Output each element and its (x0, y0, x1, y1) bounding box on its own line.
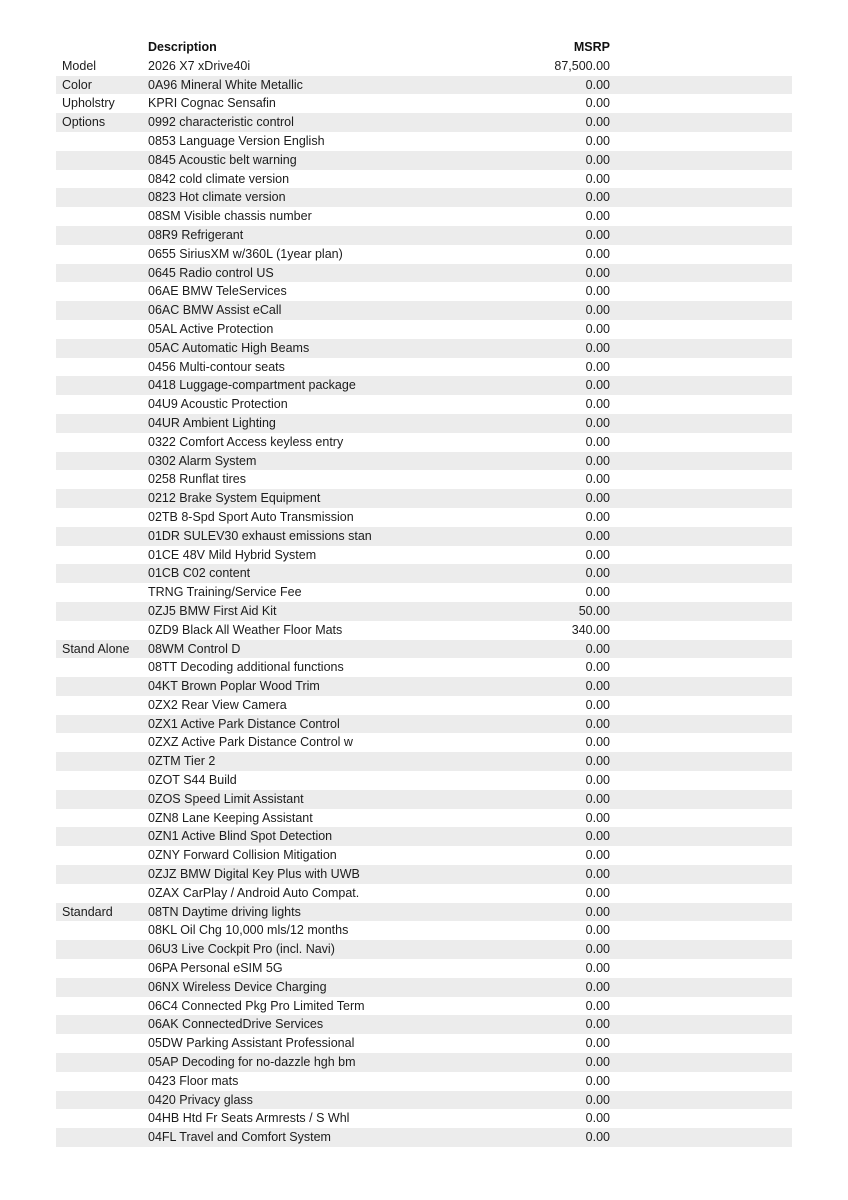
row-spacer (610, 452, 792, 471)
table-row (56, 57, 792, 76)
row-spacer (610, 113, 792, 132)
msrp-cell: 0.00 (585, 171, 610, 186)
msrp-cell: 0.00 (585, 509, 610, 524)
category-cell (56, 846, 148, 865)
category-cell (56, 226, 148, 245)
description-cell: 0ZJ5 BMW First Aid Kit (148, 603, 277, 618)
category-cell (56, 884, 148, 903)
description-cell: 01CE 48V Mild Hybrid System (148, 547, 317, 562)
row-spacer (610, 489, 792, 508)
table-row (56, 1128, 792, 1147)
msrp-cell: 0.00 (585, 152, 610, 167)
table-row (56, 621, 792, 640)
table-row (56, 113, 792, 132)
table-row (56, 677, 792, 696)
msrp-cell: 0.00 (585, 735, 610, 750)
table-row (56, 301, 792, 320)
table-row (56, 452, 792, 471)
category-cell (56, 376, 148, 395)
msrp-cell: 0.00 (585, 697, 610, 712)
category-cell (56, 809, 148, 828)
row-spacer (610, 1034, 792, 1053)
msrp-cell: 50.00 (578, 603, 610, 618)
category-cell (56, 301, 148, 320)
msrp-cell: 0.00 (585, 923, 610, 938)
row-spacer (610, 264, 792, 283)
table-row (56, 245, 792, 264)
description-cell: 0418 Luggage-compartment package (148, 378, 356, 393)
category-cell: Options (62, 115, 106, 130)
table-row (56, 395, 792, 414)
table-row (56, 602, 792, 621)
msrp-cell: 0.00 (585, 1017, 610, 1032)
description-cell: 0ZOT S44 Build (148, 773, 237, 788)
msrp-cell: 0.00 (585, 190, 610, 205)
msrp-cell: 0.00 (585, 885, 610, 900)
category-cell (56, 207, 148, 226)
description-cell: 0420 Privacy glass (148, 1092, 253, 1107)
category-cell (56, 677, 148, 696)
category-cell (56, 339, 148, 358)
description-cell: 04KT Brown Poplar Wood Trim (148, 679, 320, 694)
table-row (56, 564, 792, 583)
description-cell: 0423 Floor mats (148, 1073, 239, 1088)
category-cell (56, 1053, 148, 1072)
category-cell (56, 978, 148, 997)
table-body (56, 57, 792, 1147)
table-row (56, 583, 792, 602)
row-spacer (610, 865, 792, 884)
msrp-cell: 0.00 (585, 321, 610, 336)
row-spacer (610, 978, 792, 997)
row-spacer (610, 771, 792, 790)
description-cell: 01CB C02 content (148, 566, 251, 581)
description-cell: 0853 Language Version English (148, 133, 325, 148)
table-row (56, 358, 792, 377)
description-cell: 0ZAX CarPlay / Android Auto Compat. (148, 885, 360, 900)
description-cell: KPRI Cognac Sensafin (148, 96, 276, 111)
msrp-cell: 0.00 (585, 472, 610, 487)
msrp-cell: 0.00 (585, 848, 610, 863)
msrp-cell: 0.00 (585, 1092, 610, 1107)
table-row (56, 527, 792, 546)
row-spacer (610, 170, 792, 189)
msrp-cell: 0.00 (585, 829, 610, 844)
description-cell: 0456 Multi-contour seats (148, 359, 285, 374)
table-row (56, 827, 792, 846)
category-cell (56, 508, 148, 527)
row-spacer (610, 696, 792, 715)
msrp-cell: 0.00 (585, 961, 610, 976)
category-cell (56, 771, 148, 790)
description-cell: 0ZOS Speed Limit Assistant (148, 791, 304, 806)
row-spacer (610, 846, 792, 865)
table-row (56, 170, 792, 189)
category-cell (56, 564, 148, 583)
row-spacer (610, 376, 792, 395)
msrp-cell: 0.00 (585, 979, 610, 994)
row-spacer (610, 658, 792, 677)
row-spacer (610, 76, 792, 95)
msrp-cell: 340.00 (571, 622, 610, 637)
row-spacer (610, 433, 792, 452)
msrp-cell: 0.00 (585, 791, 610, 806)
description-cell: 06NX Wireless Device Charging (148, 979, 327, 994)
category-cell (56, 1091, 148, 1110)
row-spacer (610, 414, 792, 433)
category-cell (56, 865, 148, 884)
msrp-cell: 0.00 (585, 227, 610, 242)
category-cell (56, 188, 148, 207)
msrp-cell: 0.00 (585, 303, 610, 318)
description-cell: 08TN Daytime driving lights (148, 904, 301, 919)
table-row (56, 790, 792, 809)
category-cell (56, 997, 148, 1016)
msrp-cell: 0.00 (585, 1055, 610, 1070)
description-cell: 04UR Ambient Lighting (148, 415, 276, 430)
category-cell (56, 151, 148, 170)
msrp-cell: 0.00 (585, 904, 610, 919)
category-cell (56, 602, 148, 621)
description-cell: 06AE BMW TeleServices (148, 284, 287, 299)
category-cell (56, 452, 148, 471)
description-cell: 06AC BMW Assist eCall (148, 303, 282, 318)
msrp-cell: 0.00 (585, 359, 610, 374)
description-cell: 01DR SULEV30 exhaust emissions stan (148, 528, 372, 543)
description-cell: 0845 Acoustic belt warning (148, 152, 297, 167)
table-row (56, 226, 792, 245)
description-cell: 05AL Active Protection (148, 321, 274, 336)
category-cell (56, 264, 148, 283)
category-cell (56, 358, 148, 377)
description-cell: 0A96 Mineral White Metallic (148, 77, 303, 92)
msrp-cell: 0.00 (585, 115, 610, 130)
category-cell (56, 959, 148, 978)
description-cell: 0212 Brake System Equipment (148, 491, 321, 506)
msrp-cell: 0.00 (585, 660, 610, 675)
row-spacer (610, 715, 792, 734)
table-row (56, 752, 792, 771)
header-spacer (610, 38, 792, 57)
row-spacer (610, 1109, 792, 1128)
row-spacer (610, 733, 792, 752)
msrp-cell: 0.00 (585, 867, 610, 882)
row-spacer (610, 282, 792, 301)
category-cell (56, 1109, 148, 1128)
table-row (56, 658, 792, 677)
table-row (56, 959, 792, 978)
description-cell: 0842 cold climate version (148, 171, 290, 186)
table-row (56, 640, 792, 659)
description-cell: 0258 Runflat tires (148, 472, 246, 487)
description-cell: 0ZX1 Active Park Distance Control (148, 716, 340, 731)
category-cell (56, 489, 148, 508)
category-cell (56, 527, 148, 546)
msrp-cell: 0.00 (585, 1130, 610, 1145)
table-row (56, 771, 792, 790)
description-cell: 0992 characteristic control (148, 115, 294, 130)
table-row (56, 997, 792, 1016)
category-cell (56, 621, 148, 640)
description-cell: 08KL Oil Chg 10,000 mls/12 months (148, 923, 349, 938)
table-row (56, 207, 792, 226)
table-header-row (56, 38, 792, 57)
row-spacer (610, 132, 792, 151)
row-spacer (610, 903, 792, 922)
msrp-cell: 0.00 (585, 528, 610, 543)
table-row (56, 809, 792, 828)
row-spacer (610, 320, 792, 339)
category-cell (56, 715, 148, 734)
category-cell (56, 940, 148, 959)
category-cell (56, 395, 148, 414)
table-row (56, 696, 792, 715)
row-spacer (610, 640, 792, 659)
row-spacer (610, 827, 792, 846)
description-cell: TRNG Training/Service Fee (148, 585, 302, 600)
category-cell (56, 1072, 148, 1091)
category-cell (56, 546, 148, 565)
category-cell (56, 170, 148, 189)
row-spacer (610, 564, 792, 583)
row-spacer (610, 546, 792, 565)
category-cell (56, 433, 148, 452)
msrp-cell: 0.00 (585, 1073, 610, 1088)
table-row (56, 132, 792, 151)
category-cell (56, 733, 148, 752)
category-cell (56, 320, 148, 339)
description-cell: 06U3 Live Cockpit Pro (incl. Navi) (148, 942, 335, 957)
row-spacer (610, 921, 792, 940)
vehicle-options-price-table (56, 38, 792, 1147)
row-spacer (610, 1128, 792, 1147)
table-row (56, 884, 792, 903)
msrp-cell: 0.00 (585, 641, 610, 656)
row-spacer (610, 395, 792, 414)
description-cell: 05AP Decoding for no-dazzle hgh bm (148, 1055, 356, 1070)
msrp-cell: 0.00 (585, 716, 610, 731)
table-row (56, 376, 792, 395)
category-cell: Upholstry (62, 96, 115, 111)
table-row (56, 414, 792, 433)
row-spacer (610, 1091, 792, 1110)
msrp-cell: 0.00 (585, 133, 610, 148)
msrp-cell: 0.00 (585, 1111, 610, 1126)
description-cell: 0322 Comfort Access keyless entry (148, 434, 344, 449)
msrp-cell: 0.00 (585, 415, 610, 430)
msrp-cell: 0.00 (585, 265, 610, 280)
description-cell: 0ZXZ Active Park Distance Control w (148, 735, 353, 750)
table-row (56, 940, 792, 959)
row-spacer (610, 94, 792, 113)
table-row (56, 978, 792, 997)
msrp-cell: 0.00 (585, 96, 610, 111)
category-cell (56, 1034, 148, 1053)
description-cell: 04HB Htd Fr Seats Armrests / S Whl (148, 1111, 350, 1126)
table-row (56, 339, 792, 358)
row-spacer (610, 940, 792, 959)
table-row (56, 733, 792, 752)
msrp-cell: 0.00 (585, 246, 610, 261)
msrp-cell: 0.00 (585, 378, 610, 393)
table-row (56, 715, 792, 734)
msrp-cell: 0.00 (585, 547, 610, 562)
msrp-cell: 0.00 (585, 491, 610, 506)
table-row (56, 903, 792, 922)
row-spacer (610, 301, 792, 320)
description-cell: 04U9 Acoustic Protection (148, 397, 288, 412)
row-spacer (610, 188, 792, 207)
description-cell: 0302 Alarm System (148, 453, 257, 468)
row-spacer (610, 527, 792, 546)
row-spacer (610, 470, 792, 489)
category-cell (56, 470, 148, 489)
row-spacer (610, 677, 792, 696)
table-row (56, 1072, 792, 1091)
table-row (56, 508, 792, 527)
category-cell (56, 583, 148, 602)
description-cell: 0655 SiriusXM w/360L (1year plan) (148, 246, 343, 261)
description-cell: 08TT Decoding additional functions (148, 660, 344, 675)
table-row (56, 921, 792, 940)
table-row (56, 1091, 792, 1110)
row-spacer (610, 1015, 792, 1034)
row-spacer (610, 752, 792, 771)
msrp-cell: 0.00 (585, 773, 610, 788)
table-row (56, 151, 792, 170)
description-column-header: Description (148, 40, 217, 54)
row-spacer (610, 602, 792, 621)
category-cell (56, 921, 148, 940)
row-spacer (610, 583, 792, 602)
msrp-cell: 0.00 (585, 679, 610, 694)
description-cell: 0ZN8 Lane Keeping Assistant (148, 810, 313, 825)
description-cell: 0823 Hot climate version (148, 190, 286, 205)
description-cell: 0ZN1 Active Blind Spot Detection (148, 829, 333, 844)
row-spacer (610, 508, 792, 527)
row-spacer (610, 959, 792, 978)
row-spacer (610, 621, 792, 640)
description-cell: 04FL Travel and Comfort System (148, 1130, 331, 1145)
category-column-header (56, 38, 148, 57)
table-row (56, 282, 792, 301)
category-cell (56, 414, 148, 433)
table-row (56, 188, 792, 207)
category-cell (56, 1015, 148, 1034)
category-cell: Standard (62, 904, 113, 919)
table-row (56, 865, 792, 884)
msrp-cell: 0.00 (585, 566, 610, 581)
description-cell: 0ZD9 Black All Weather Floor Mats (148, 622, 343, 637)
row-spacer (610, 1072, 792, 1091)
row-spacer (610, 57, 792, 76)
category-cell: Model (62, 58, 97, 73)
description-cell: 08WM Control D (148, 641, 241, 656)
msrp-cell: 0.00 (585, 942, 610, 957)
category-cell (56, 752, 148, 771)
msrp-cell: 0.00 (585, 810, 610, 825)
msrp-cell: 0.00 (585, 77, 610, 92)
msrp-cell: 0.00 (585, 209, 610, 224)
table-row (56, 546, 792, 565)
description-cell: 06PA Personal eSIM 5G (148, 961, 283, 976)
row-spacer (610, 809, 792, 828)
category-cell: Color (62, 77, 92, 92)
category-cell (56, 827, 148, 846)
category-cell (56, 658, 148, 677)
row-spacer (610, 151, 792, 170)
description-cell: 0ZNY Forward Collision Mitigation (148, 848, 337, 863)
description-cell: 06C4 Connected Pkg Pro Limited Term (148, 998, 365, 1013)
description-cell: 0ZTM Tier 2 (148, 754, 216, 769)
category-cell: Stand Alone (62, 641, 130, 656)
category-cell (56, 245, 148, 264)
category-cell (56, 790, 148, 809)
msrp-cell: 0.00 (585, 998, 610, 1013)
row-spacer (610, 245, 792, 264)
msrp-cell: 0.00 (585, 1036, 610, 1051)
table-row (56, 433, 792, 452)
table-row (56, 1034, 792, 1053)
msrp-cell: 0.00 (585, 284, 610, 299)
table-row (56, 264, 792, 283)
msrp-cell: 0.00 (585, 453, 610, 468)
description-cell: 08SM Visible chassis number (148, 209, 312, 224)
row-spacer (610, 790, 792, 809)
msrp-cell: 87,500.00 (554, 58, 610, 73)
table-row (56, 76, 792, 95)
table-row (56, 1109, 792, 1128)
row-spacer (610, 358, 792, 377)
msrp-cell: 0.00 (585, 754, 610, 769)
category-cell (56, 1128, 148, 1147)
row-spacer (610, 884, 792, 903)
description-cell: 02TB 8-Spd Sport Auto Transmission (148, 509, 354, 524)
row-spacer (610, 207, 792, 226)
table-row (56, 320, 792, 339)
row-spacer (610, 997, 792, 1016)
description-cell: 08R9 Refrigerant (148, 227, 244, 242)
table-row (56, 1053, 792, 1072)
category-cell (56, 696, 148, 715)
category-cell (56, 282, 148, 301)
table-row (56, 846, 792, 865)
table-row (56, 94, 792, 113)
row-spacer (610, 339, 792, 358)
description-cell: 2026 X7 xDrive40i (148, 58, 251, 73)
row-spacer (610, 226, 792, 245)
msrp-cell: 0.00 (585, 397, 610, 412)
msrp-column-header: MSRP (573, 40, 610, 54)
msrp-cell: 0.00 (585, 340, 610, 355)
table-row (56, 470, 792, 489)
category-cell (56, 132, 148, 151)
description-cell: 0ZJZ BMW Digital Key Plus with UWB (148, 867, 360, 882)
description-cell: 0645 Radio control US (148, 265, 274, 280)
description-cell: 05DW Parking Assistant Professional (148, 1036, 355, 1051)
msrp-cell: 0.00 (585, 434, 610, 449)
description-cell: 0ZX2 Rear View Camera (148, 697, 287, 712)
description-cell: 06AK ConnectedDrive Services (148, 1017, 324, 1032)
msrp-cell: 0.00 (585, 585, 610, 600)
description-cell: 05AC Automatic High Beams (148, 340, 310, 355)
row-spacer (610, 1053, 792, 1072)
table-row (56, 1015, 792, 1034)
table-row (56, 489, 792, 508)
